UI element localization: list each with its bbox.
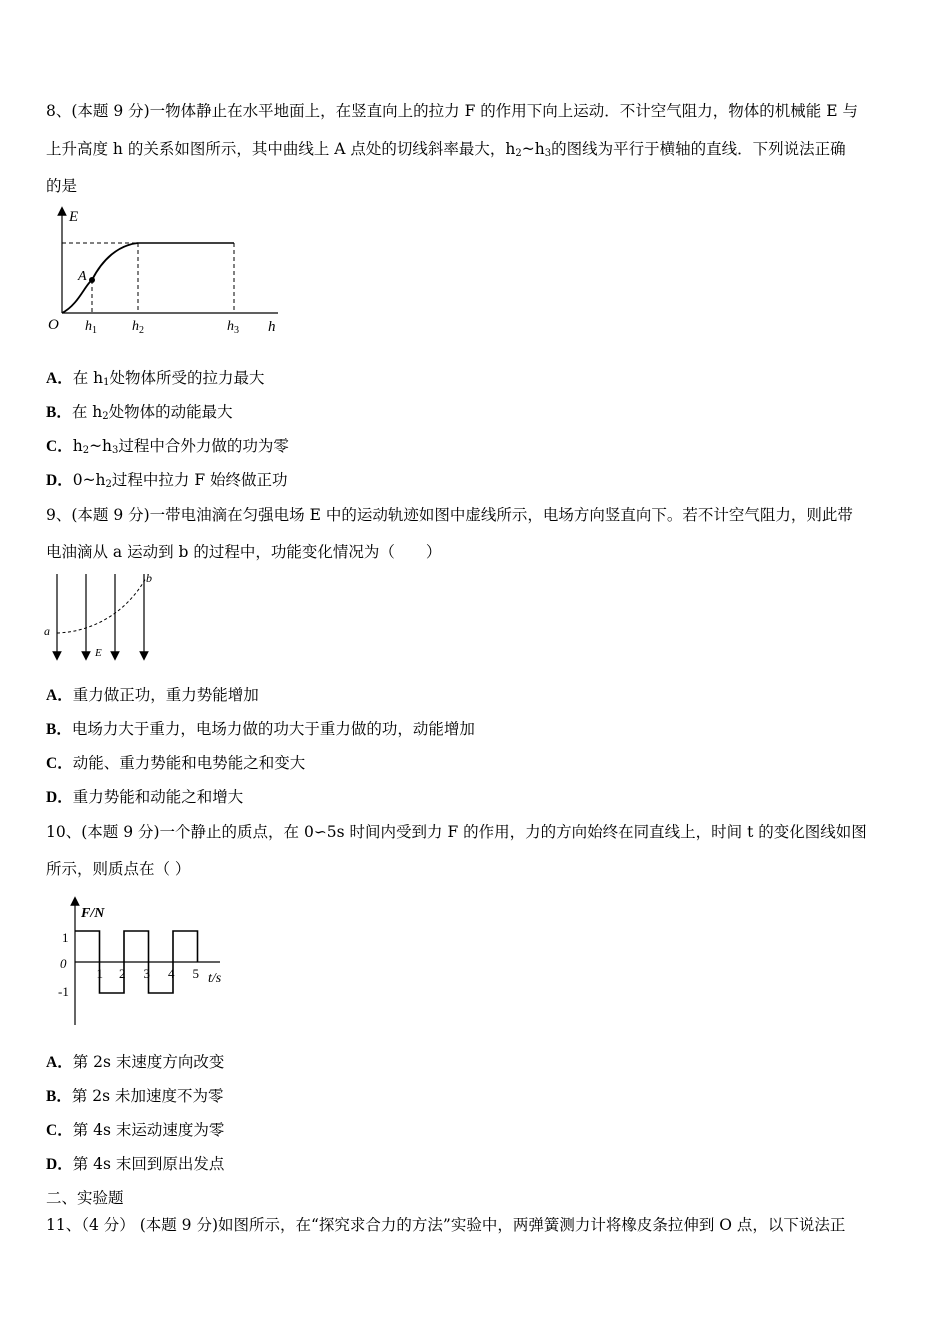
q8-option-c-post: 过程中合外力做的功为零: [118, 437, 289, 455]
q8-label-h-axis: h: [268, 319, 276, 335]
q8-option-d-sub: 2: [105, 479, 112, 490]
q8-option-a-post: 处物体所受的拉力最大: [109, 369, 265, 387]
q8-line-2a: 上升高度 h 的关系如图所示，其中曲线上 A 点处的切线斜率最大，h: [46, 140, 516, 158]
q8-option-a-pre: 在 h: [72, 369, 104, 387]
q10-force-chart: [50, 895, 240, 1030]
q10-option-c-letter: C．: [46, 1122, 73, 1139]
q10-xtick-1: 1: [96, 966, 103, 981]
q8-option-a-letter: A．: [46, 370, 73, 387]
q10-ytick-1: 1: [62, 930, 69, 945]
q10-ytick-minus1: -1: [58, 984, 69, 999]
q9-label-e: E: [95, 647, 102, 659]
q10-xtick-4: 4: [168, 966, 175, 981]
q8-line-2c: 的图线为平行于横轴的直线．下列说法正确: [551, 140, 846, 158]
q8-option-b-sub: 2: [102, 411, 109, 422]
q8-option-a[interactable]: [46, 368, 265, 389]
q8-line-2-sub2: 3: [544, 148, 552, 159]
q10-label-fn: F/N: [81, 906, 105, 921]
q8-option-b-pre: 在 h: [71, 403, 103, 421]
q10-option-a-text: 第 2s 末速度方向改变: [72, 1053, 225, 1071]
q8-energy-figure: [40, 205, 290, 340]
q8-option-a-sub: 1: [103, 377, 110, 388]
q8-label-h3-base: h: [227, 319, 234, 334]
q8-label-h1: [85, 319, 97, 336]
q8-label-e: E: [69, 209, 79, 225]
q9-option-d[interactable]: [46, 787, 243, 808]
q10-option-b[interactable]: [46, 1086, 224, 1107]
q10-option-b-letter: B．: [46, 1088, 72, 1105]
q8-option-b-letter: B．: [46, 404, 72, 421]
q10-option-d-text: 第 4s 末回到原出发点: [72, 1155, 225, 1173]
q8-option-b[interactable]: [46, 402, 233, 423]
q10-option-d[interactable]: [46, 1154, 224, 1175]
q8-label-a: A: [78, 269, 87, 284]
q9-line-2: 电油滴从 a 运动到 b 的过程中，功能变化情况为（ ）: [46, 543, 442, 561]
q9-option-a-text: 重力做正功，重力势能增加: [72, 686, 259, 704]
q9-label-b: b: [146, 571, 152, 585]
q8-option-b-post: 处物体的动能最大: [108, 403, 233, 421]
q9-field-figure: [40, 570, 170, 665]
q9-option-a-letter: A．: [46, 687, 73, 704]
q8-option-c[interactable]: [46, 436, 289, 457]
q8-line-1: 8、(本题 9 分)一物体静止在水平地面上，在竖直向上的拉力 F 的作用下向上运动．不计空气阻力，物体的机械能 E 与: [46, 102, 858, 120]
q8-option-c-mid: ~h: [89, 437, 113, 455]
q9-option-d-text: 重力势能和动能之和增大: [72, 788, 244, 806]
q9-line-1: 9、(本题 9 分)一带电油滴在匀强电场 E 中的运动轨迹如图中虚线所示，电场方向竖直向下。若不计空气阻力，则此带: [46, 506, 853, 524]
q8-option-d-post: 过程中拉力 F 始终做正功: [111, 471, 288, 489]
q8-line-2: [46, 139, 846, 159]
q9-label-a: a: [44, 624, 50, 638]
q9-option-a[interactable]: [46, 685, 259, 706]
q10-option-d-letter: D．: [46, 1156, 73, 1173]
q8-label-h2: [132, 319, 144, 336]
q8-label-h3-sub: 3: [234, 325, 239, 336]
q8-line-2-sub1: 2: [515, 148, 522, 159]
q8-label-h3: [227, 319, 239, 336]
q8-label-h2-sub: 2: [139, 325, 144, 336]
q10-option-c-text: 第 4s 末运动速度为零: [72, 1121, 225, 1139]
q10-option-c[interactable]: [46, 1120, 224, 1141]
q10-option-a[interactable]: [46, 1052, 224, 1073]
q8-label-o: O: [48, 317, 59, 333]
q8-option-d[interactable]: [46, 470, 288, 491]
q11-line-1: 11、（4 分） (本题 9 分)如图所示，在“探究求合力的方法”实验中，两弹簧测力计将橡皮条拉伸到 O 点，以下说法正: [46, 1216, 846, 1234]
q8-line-3: 的是: [46, 177, 78, 195]
q10-option-a-letter: A．: [46, 1054, 73, 1071]
q8-option-c-letter: C．: [46, 438, 73, 455]
q8-option-c-sub2: 3: [112, 445, 119, 456]
q9-option-b-text: 电场力大于重力，电场力做的功大于重力做的功，动能增加: [71, 720, 475, 738]
q10-xtick-2: 2: [119, 966, 126, 981]
q9-trajectory-path: [57, 578, 146, 633]
q10-line-2: 所示，则质点在（ ）: [46, 860, 191, 878]
q9-option-c-text: 动能、重力势能和电势能之和变大: [72, 754, 306, 772]
q8-label-h1-sub: 1: [92, 325, 97, 336]
q9-option-d-letter: D．: [46, 789, 73, 806]
q8-label-h1-base: h: [85, 319, 92, 334]
q8-option-d-pre: 0~h: [72, 471, 106, 489]
section-heading: 二、实验题: [46, 1189, 124, 1207]
q9-option-c-letter: C．: [46, 755, 73, 772]
q9-option-c[interactable]: [46, 753, 305, 774]
q10-option-b-text: 第 2s 未加速度不为零: [71, 1087, 224, 1105]
q8-line-2b: ~h: [521, 140, 545, 158]
q8-option-d-letter: D．: [46, 472, 73, 489]
q10-xtick-5: 5: [192, 966, 199, 981]
q9-option-b[interactable]: [46, 719, 475, 740]
q8-label-h2-base: h: [132, 319, 139, 334]
q10-label-origin: 0: [60, 956, 67, 971]
q8-option-c-pre: h: [72, 437, 83, 455]
q8-option-c-sub: 2: [82, 445, 90, 456]
q10-line-1: 10、(本题 9 分)一个静止的质点，在 0∽5s 时间内受到力 F 的作用，力的方向始终在同直线上，时间 t 的变化图线如图: [46, 823, 867, 841]
q10-xtick-3: 3: [143, 966, 150, 981]
q8-energy-curve: [62, 243, 138, 313]
q8-point-a-dot: [89, 277, 95, 283]
q9-option-b-letter: B．: [46, 721, 72, 738]
q10-label-ts: t/s: [208, 971, 222, 986]
